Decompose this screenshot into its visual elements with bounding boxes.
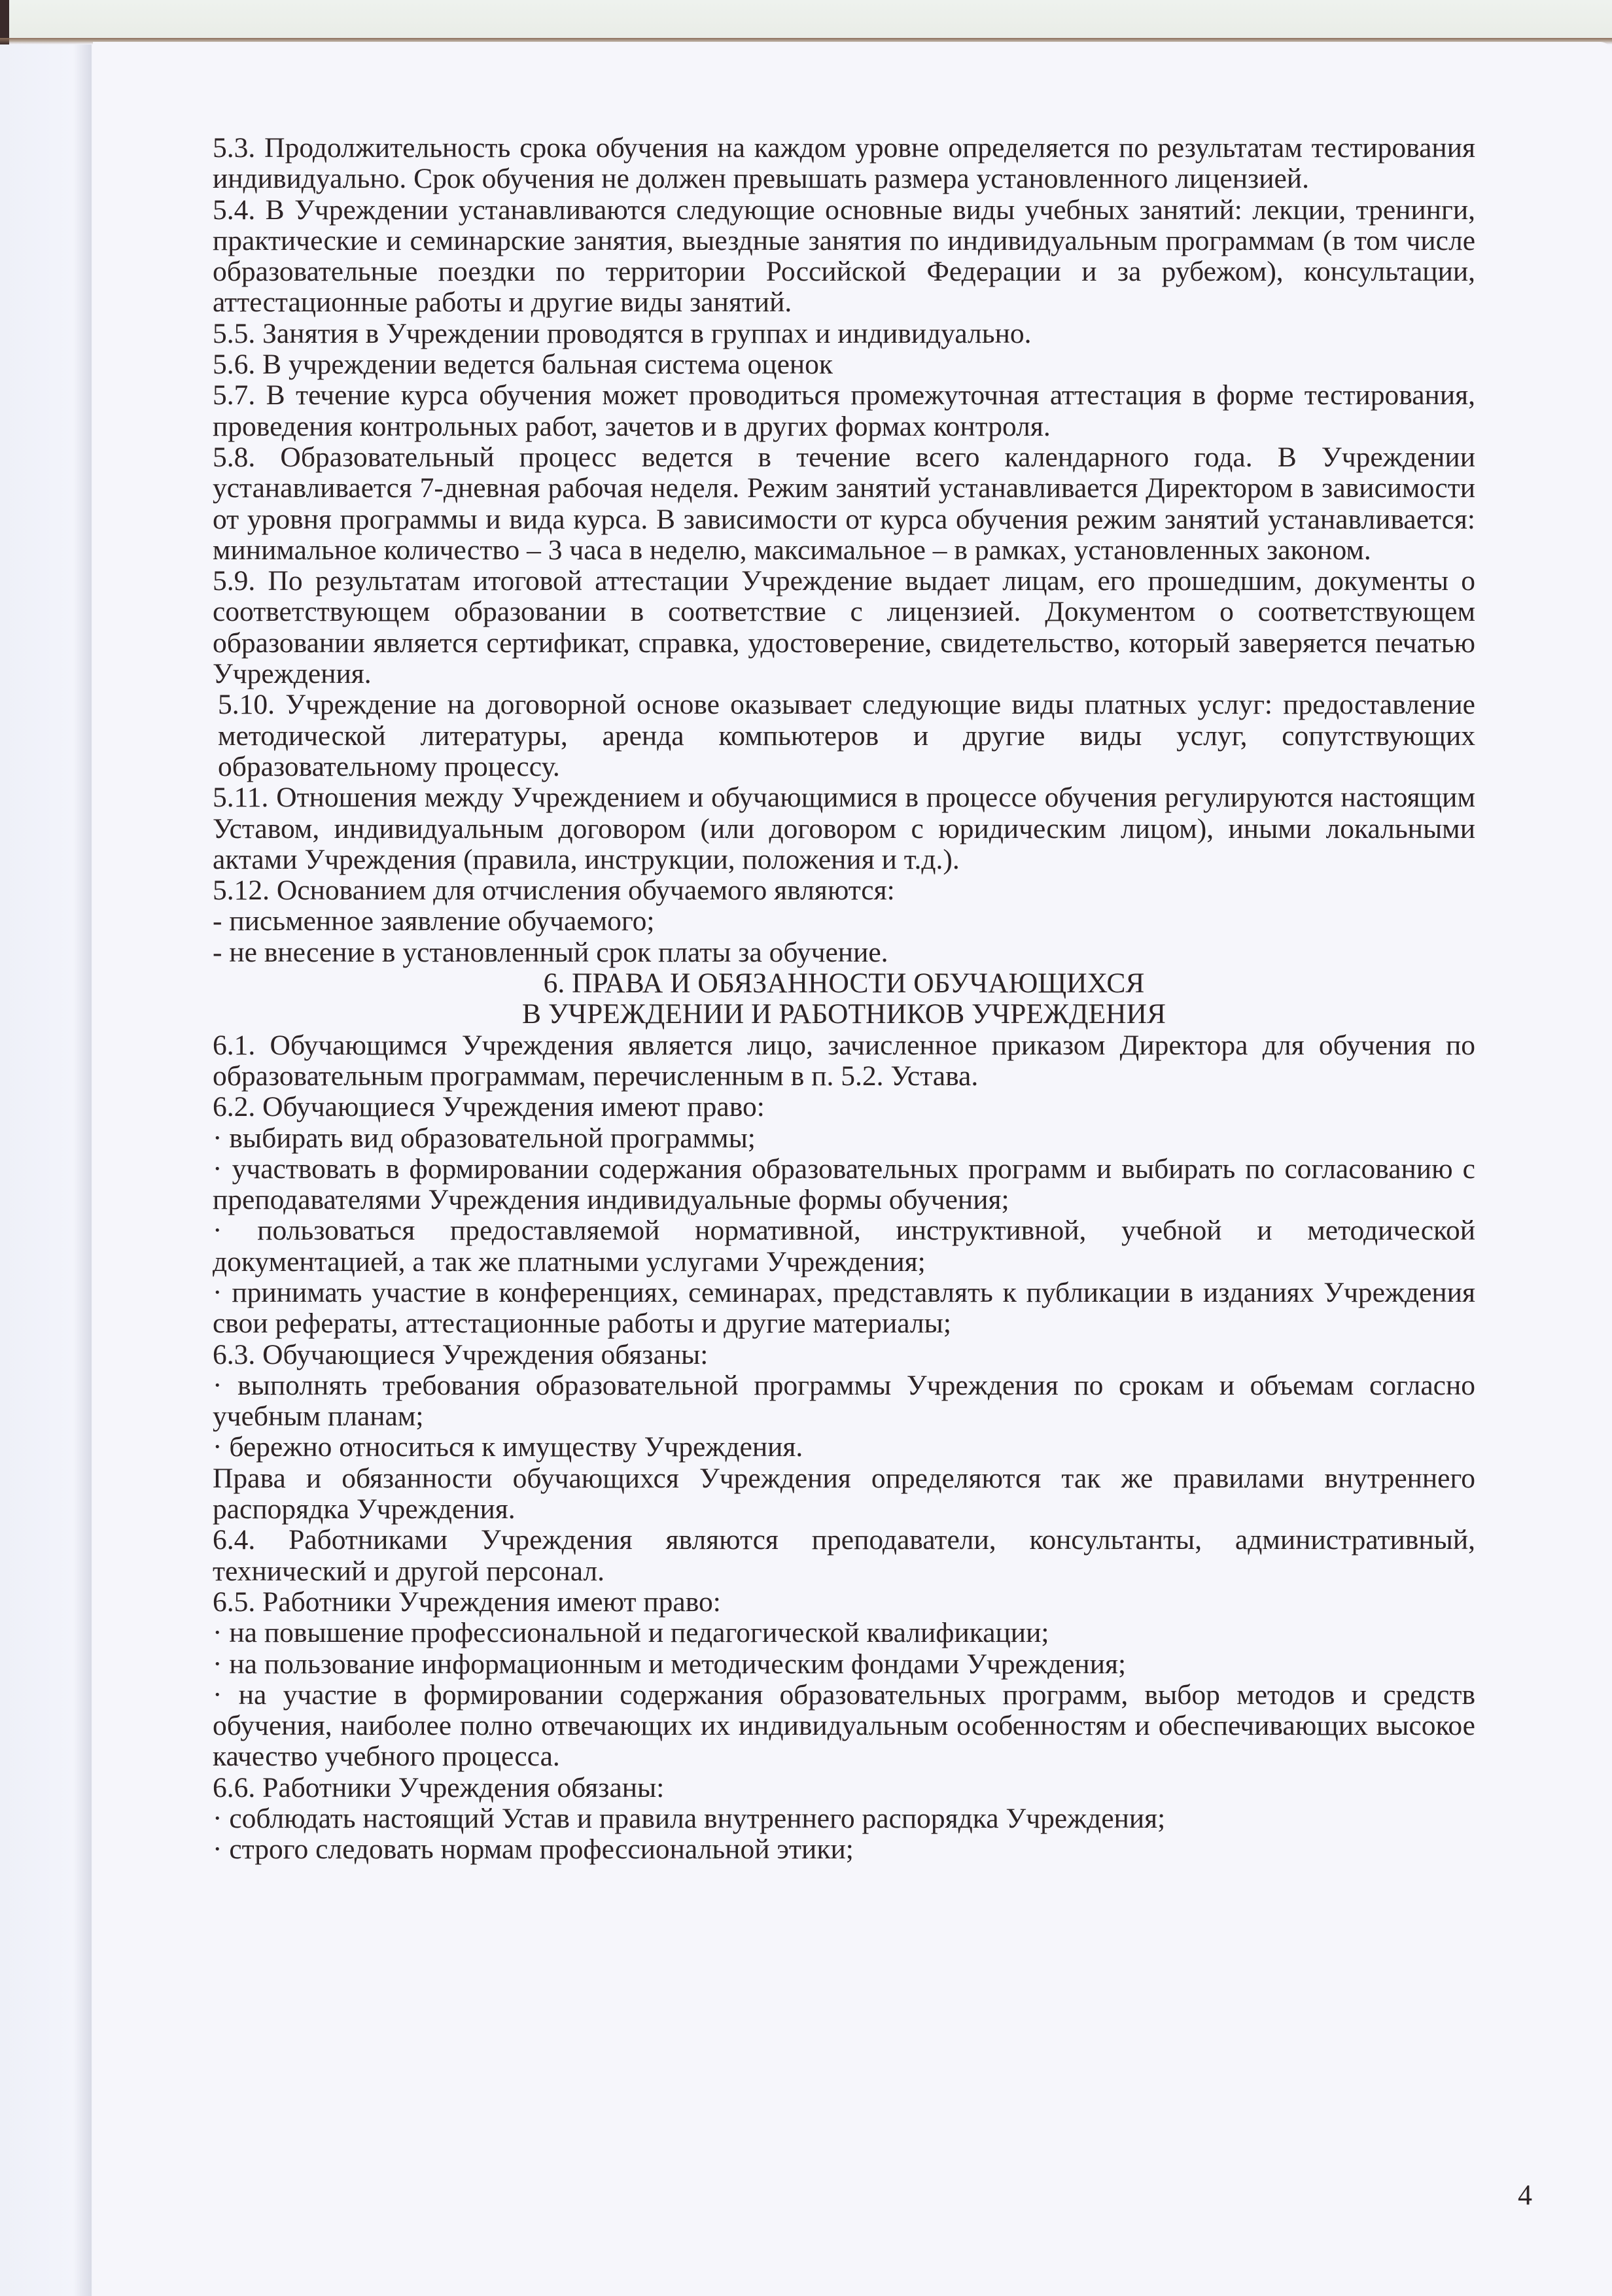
paragraph-5-11: 5.11. Отношения между Учреждением и обучающимися в процессе обучения регулируются настоящим Уставом, индивидуальным договором (или договором с юридическим лицом), иными локальными актами Учреждения (правила, инструкции, положения и т.д.).	[213, 782, 1475, 875]
list-item-staff-right: · на пользование информационным и методическим фондами Учреждения;	[213, 1648, 1127, 1680]
paragraph-5-3: 5.3. Продолжительность срока обучения на каждом уровне определяется по результатам тестирования индивидуально. Срок обучения не должен превышать размера установленного лицензией.	[213, 132, 1475, 195]
section-heading-line-1: 6. ПРАВА И ОБЯЗАННОСТИ ОБУЧАЮЩИХСЯ	[543, 967, 1145, 1000]
list-item-student-right: · выбирать вид образовательной программы;	[213, 1122, 756, 1154]
list-item-student-right: · пользоваться предоставляемой нормативной, инструктивной, учебной и методической документацией, а так же платными услугами Учреждения;	[213, 1215, 1475, 1278]
paragraph-5-9: 5.9. По результатам итоговой аттестации Учреждение выдает лицам, его прошедшим, документы о соответствующем образовании в соответствие с лицензией. Документом о соответствующем образовании является сертификат, справка, удостоверение, свидетельство, который заверяется печатью Учреждения.	[213, 565, 1475, 690]
list-item-staff-duty: · строго следовать нормам профессиональной этики;	[213, 1834, 854, 1866]
paragraph-6-6: 6.6. Работники Учреждения обязаны:	[213, 1771, 665, 1803]
list-item-staff-duty: · соблюдать настоящий Устав и правила внутреннего распорядка Учреждения;	[213, 1803, 1166, 1835]
list-item-staff-right: · на повышение профессиональной и педагогической квалификации;	[213, 1617, 1049, 1649]
paragraph-6-2: 6.2. Обучающиеся Учреждения имеют право:	[213, 1091, 765, 1123]
paragraph-6-4: 6.4. Работниками Учреждения являются преподаватели, консультанты, административный, технический и другой персонал.	[213, 1524, 1475, 1587]
list-item-dismissal-reason: - письменное заявление обучаемого;	[213, 905, 655, 937]
paragraph-6-1: 6.1. Обучающимся Учреждения является лицо, зачисленное приказом Директора для обучения по образовательным программам, перечисленным в п. 5.2. Устава.	[213, 1029, 1475, 1092]
paragraph-5-6: 5.6. В учреждении ведется бальная система оценок	[213, 349, 833, 381]
list-item-staff-right: · на участие в формировании содержания образовательных программ, выбор методов и средств обучения, наиболее полно отвечающих их индивидуальным особенностям и обеспечивающих высокое качество учебного процесса.	[213, 1679, 1475, 1773]
paragraph-5-5: 5.5. Занятия в Учреждении проводятся в группах и индивидуально.	[213, 317, 1032, 349]
list-item-student-duty: · выполнять требования образовательной программы Учреждения по срокам и объемам согласно учебным планам;	[213, 1369, 1475, 1433]
paragraph-internal-rules: Права и обязанности обучающихся Учреждения определяются так же правилами внутреннего распорядка Учреждения.	[213, 1462, 1475, 1525]
list-item-student-duty: · бережно относиться к имуществу Учреждения.	[213, 1431, 803, 1463]
paragraph-6-3: 6.3. Обучающиеся Учреждения обязаны:	[213, 1338, 709, 1370]
paragraph-5-4: 5.4. В Учреждении устанавливаются следующие основные виды учебных занятий: лекции, тренинги, практические и семинарские занятия, выездные занятия по индивидуальным программам (в том числе образовательные поездки по территории Российской Федерации и за рубежом), консультации, аттестационные работы и другие виды занятий.	[213, 194, 1475, 319]
page-number: 4	[1518, 2179, 1532, 2211]
binding-fold-leaf	[0, 44, 92, 2296]
paragraph-5-8: 5.8. Образовательный процесс ведется в течение всего календарного года. В Учреждении устанавливается 7-дневная рабочая неделя. Режим занятий устанавливается Директором в зависимости от уровня программы и вида курса. В зависимости от курса обучения режим занятий устанавливается: минимальное количество – 3 часа в неделю, максимальное – в рамках, установленных законом.	[213, 441, 1475, 566]
scanner-background	[0, 0, 1612, 42]
list-item-student-right: · принимать участие в конференциях, семинарах, представлять к публикации в изданиях Учреждения свои рефераты, аттестационные работы и другие материалы;	[213, 1276, 1475, 1340]
paragraph-5-10: 5.10. Учреждение на договорной основе оказывает следующие виды платных услуг: предоставление методической литературы, аренда компьютеров и другие виды услуг, сопутствующих образовательному процессу.	[218, 689, 1475, 782]
list-item-student-right: · участвовать в формировании содержания образовательных программ и выбирать по согласованию с преподавателями Учреждения индивидуальные формы обучения;	[213, 1153, 1475, 1216]
section-heading-line-2: В УЧРЕЖДЕНИИ И РАБОТНИКОВ УЧРЕЖДЕНИЯ	[521, 998, 1166, 1030]
paragraph-5-7: 5.7. В течение курса обучения может проводиться промежуточная аттестация в форме тестирования, проведения контрольных работ, зачетов и в других формах контроля.	[213, 379, 1475, 442]
list-item-dismissal-reason: - не внесение в установленный срок платы за обучение.	[213, 936, 888, 968]
paragraph-6-5: 6.5. Работники Учреждения имеют право:	[213, 1586, 721, 1618]
document-body	[213, 133, 1475, 1866]
paragraph-5-12: 5.12. Основанием для отчисления обучаемого являются:	[213, 875, 895, 907]
